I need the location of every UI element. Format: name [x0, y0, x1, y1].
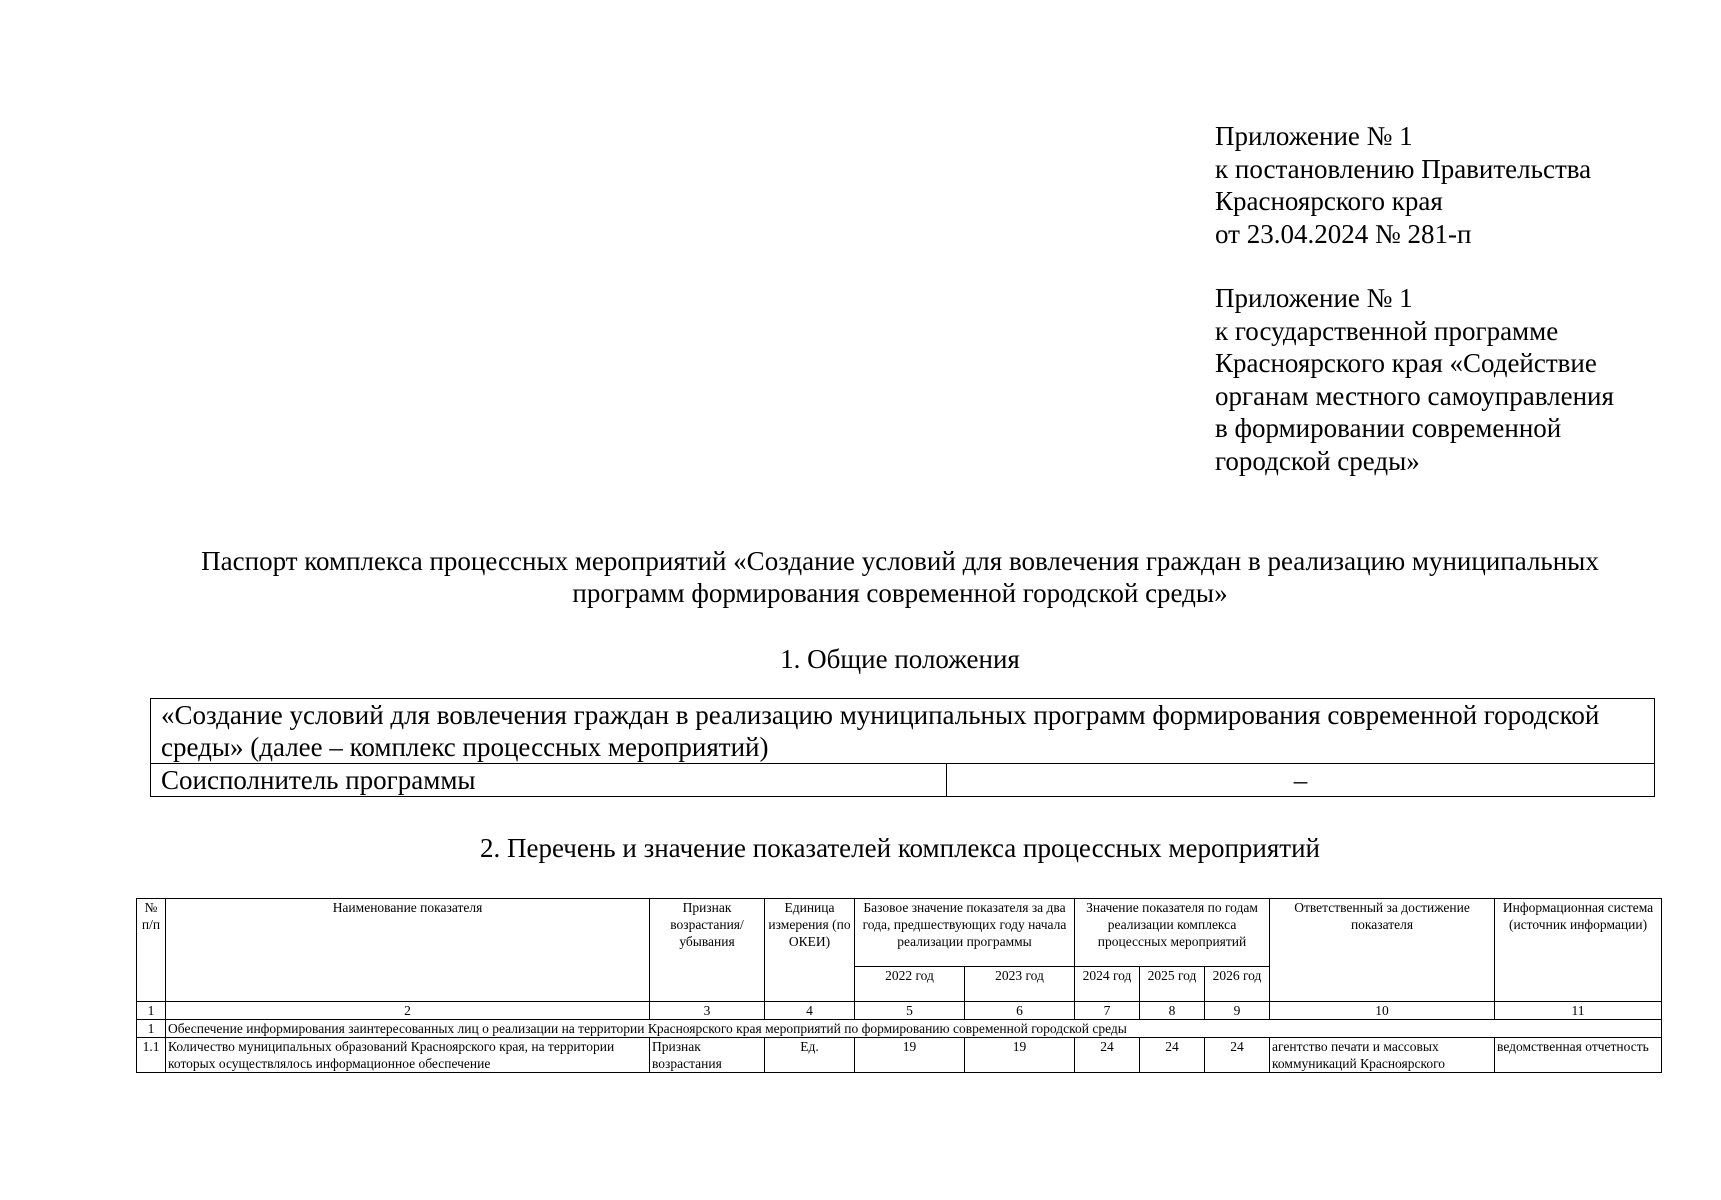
indicator-name: Количество муниципальных образований Красноярского края, на территории которых осуществлялось информационное обеспечение [166, 1038, 650, 1073]
header-name: Наименование показателя [166, 899, 650, 1002]
header-years-value: Значение показателя по годам реализации комплекса процессных мероприятий [1075, 899, 1270, 967]
appendix-line: к государственной программе [1215, 315, 1559, 346]
header-num: № п/п [137, 899, 166, 1002]
header-unit: Единица измерения (по ОКЕИ) [765, 899, 855, 1002]
document-title: Паспорт комплекса процессных мероприятий «Создание условий для вовлечения граждан в реализацию муниципальных программ формирования современной городской среды» [201, 546, 1599, 608]
column-number: 11 [1495, 1002, 1662, 1020]
row-num: 1.1 [137, 1038, 166, 1073]
section-1-heading: 1. Общие положения [780, 644, 1020, 674]
header-sign: Признак возрастания/ убывания [650, 899, 765, 1002]
header-base-2022: 2022 год [855, 967, 965, 1002]
appendix-line: Красноярского края [1215, 186, 1443, 216]
column-number: 1 [137, 1002, 166, 1020]
value-2024: 24 [1075, 1038, 1140, 1073]
table-row [151, 764, 1655, 797]
column-number: 3 [650, 1002, 765, 1020]
header-responsible: Ответственный за достижение показателя [1270, 899, 1495, 1002]
info-source: ведомственная отчетность [1495, 1038, 1662, 1073]
column-number: 5 [855, 1002, 965, 1020]
column-number: 4 [765, 1002, 855, 1020]
appendix-line: органам местного самоуправления [1215, 380, 1614, 411]
general-provisions-table [150, 698, 1655, 797]
indicators-table [136, 898, 1662, 1073]
appendix-to-resolution [1215, 120, 1695, 250]
header-year-2026: 2026 год [1205, 967, 1270, 1002]
appendix-line: в формировании современной [1215, 413, 1562, 443]
appendix-line: Приложение № 1 [1215, 121, 1413, 151]
header-year-2024: 2024 год [1075, 967, 1140, 1002]
header-row [137, 899, 1662, 967]
table-row [151, 699, 1655, 764]
column-number: 8 [1140, 1002, 1205, 1020]
header-year-2025: 2025 год [1140, 967, 1205, 1002]
appendix-to-program [1215, 282, 1695, 477]
co-executor-label: Соисполнитель программы [151, 764, 947, 797]
group-num: 1 [137, 1020, 166, 1038]
column-number: 9 [1205, 1002, 1270, 1020]
value-2026: 24 [1205, 1038, 1270, 1073]
value-2023: 19 [965, 1038, 1075, 1073]
complex-full-name: «Создание условий для вовлечения граждан в реализацию муниципальных программ формирования современной городской среды» (далее – комплекс процессных мероприятий) [151, 699, 1655, 764]
column-number: 7 [1075, 1002, 1140, 1020]
column-number-row [137, 1002, 1662, 1020]
column-number: 10 [1270, 1002, 1495, 1020]
table-row-group [137, 1020, 1662, 1038]
header-info-system: Информационная система (источник информации) [1495, 899, 1662, 1002]
indicator-sign: Признак возрастания [650, 1038, 765, 1073]
appendix-line: Приложение № 1 [1215, 283, 1413, 313]
group-title: Обеспечение информирования заинтересованных лиц о реализации на территории Красноярского края мероприятий по формированию современной городской среды [166, 1020, 1662, 1038]
appendix-line: городской среды» [1215, 445, 1420, 476]
header-base-value: Базовое значение показателя за два года, предшествующих году начала реализации программы [855, 899, 1075, 967]
value-2022: 19 [855, 1038, 965, 1073]
value-2025: 24 [1140, 1038, 1205, 1073]
appendix-line: к постановлению Правительства [1215, 153, 1592, 184]
header-base-2023: 2023 год [965, 967, 1075, 1002]
column-number: 6 [965, 1002, 1075, 1020]
table-row [137, 1038, 1662, 1073]
section-2-heading: 2. Перечень и значение показателей комплекса процессных мероприятий [480, 833, 1320, 863]
column-number: 2 [166, 1002, 650, 1020]
indicator-unit: Ед. [765, 1038, 855, 1073]
co-executor-value: – [947, 764, 1655, 797]
appendix-line: Красноярского края «Содействие [1215, 348, 1597, 378]
appendix-line: от 23.04.2024 № 281-п [1215, 218, 1472, 249]
responsible-agency: агентство печати и массовых коммуникаций Красноярского [1270, 1038, 1495, 1073]
